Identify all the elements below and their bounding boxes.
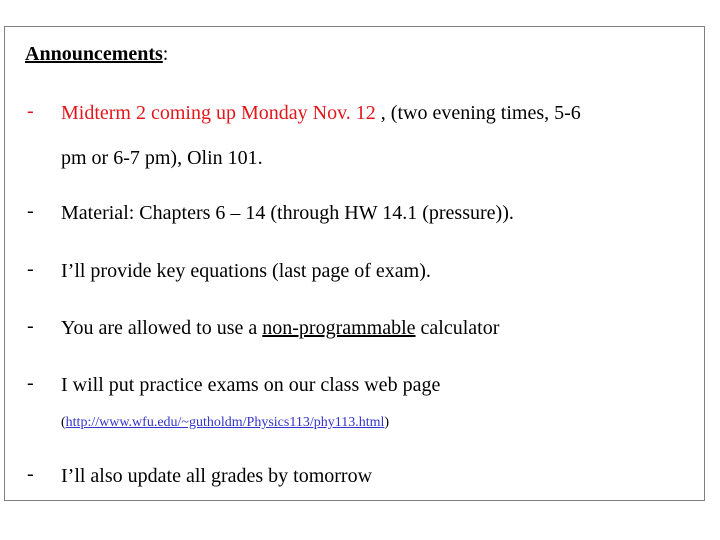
list-item-midterm (61, 99, 581, 127)
list-item-midterm-continuation: pm or 6-7 pm), Olin 101. (61, 147, 263, 169)
bullet-dash-3: - (27, 258, 34, 280)
list-item-grades: I’ll also update all grades by tomorrow (61, 465, 373, 487)
heading-colon: : (162, 43, 169, 65)
heading-text: Announcements (25, 43, 163, 65)
list-item-calculator (61, 314, 499, 342)
midterm-details: , (two evening times, 5-6 (375, 102, 581, 124)
calculator-text-after: calculator (415, 317, 500, 339)
calculator-text-before: You are allowed to use a (61, 317, 263, 339)
list-item-equations: I’ll provide key equations (last page of exam). (61, 260, 431, 282)
bullet-dash-2: - (27, 200, 34, 222)
link-paren-open: ( (61, 415, 66, 430)
list-item-material: Material: Chapters 6 – 14 (through HW 14.1 (pressure)). (61, 202, 514, 224)
web-page-link-line (61, 413, 389, 433)
page-title (25, 40, 168, 68)
bullet-dash-6: - (27, 463, 34, 485)
bullet-dash-1: - (27, 100, 34, 122)
calculator-underlined: non-programmable (262, 317, 416, 339)
bullet-dash-5: - (27, 372, 34, 394)
midterm-highlight: Midterm 2 coming up Monday Nov. 12 (61, 102, 376, 124)
bullet-dash-4: - (27, 315, 34, 337)
link-paren-close: ) (384, 415, 390, 430)
list-item-practice-exams: I will put practice exams on our class web page (61, 374, 441, 396)
class-web-page-link[interactable]: http://www.wfu.edu/~gutholdm/Physics113/phy113.html (65, 415, 385, 430)
